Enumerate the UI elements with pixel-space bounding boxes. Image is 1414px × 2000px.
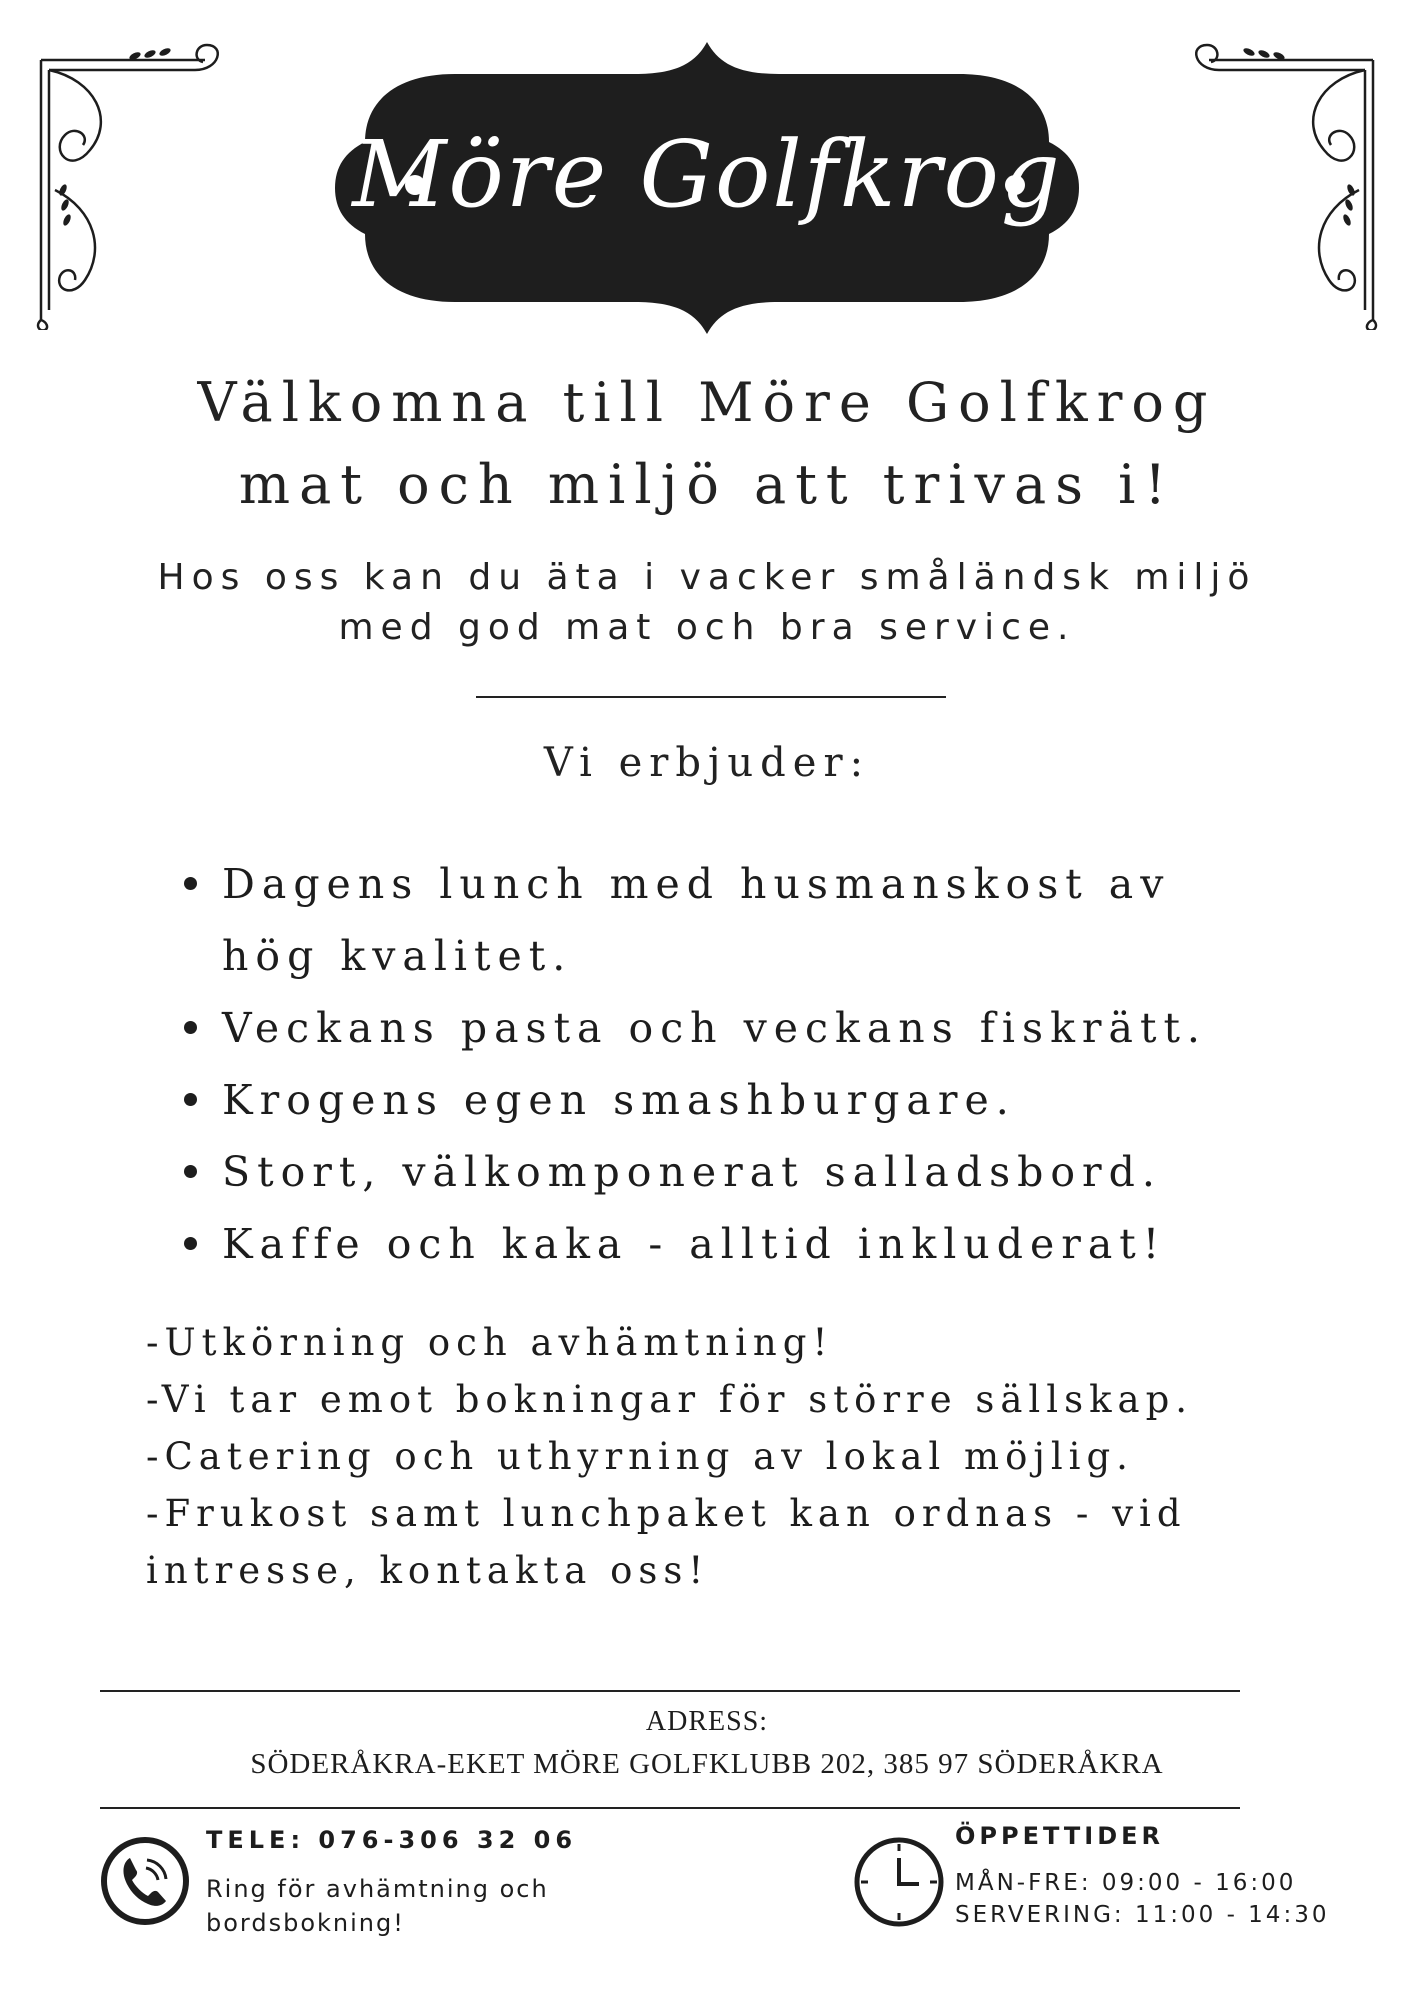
- phone-number[interactable]: TELE: 076-306 32 06: [206, 1826, 578, 1854]
- list-item: [222, 1136, 1272, 1208]
- list-item: [222, 848, 1222, 992]
- service-line: -Catering och uthyrning av lokal möjlig.: [146, 1435, 1134, 1478]
- corner-ornament-right-icon: [1179, 40, 1379, 330]
- list-item: [222, 1208, 1272, 1280]
- logo-title: Möre Golfkrog: [352, 121, 1062, 228]
- phone-icon: [100, 1836, 190, 1926]
- intro-line-1: Hos oss kan du äta i vacker småländsk miljö: [157, 557, 1257, 598]
- welcome-line-1: Välkomna till Möre Golfkrog: [197, 371, 1217, 434]
- services-list: [146, 1314, 1286, 1599]
- welcome-line-2: mat och miljö att trivas i!: [238, 453, 1176, 516]
- service-line: -Vi tar emot bokningar för större sällskap.: [146, 1378, 1194, 1421]
- bullet-icon: [184, 1093, 197, 1106]
- hours-weekdays: MÅN-FRE: 09:00 - 16:00: [955, 1870, 1297, 1896]
- offer-text: Kaffe och kaka - alltid inkluderat!: [222, 1220, 1167, 1268]
- address-label: ADRESS:: [645, 1706, 769, 1737]
- offer-text: Krogens egen smashburgare.: [222, 1076, 1016, 1124]
- hours-serving: SERVERING: 11:00 - 14:30: [955, 1902, 1330, 1928]
- phone-note: Ring för avhämtning och bordsbokning!: [206, 1875, 549, 1937]
- list-item: [222, 992, 1272, 1064]
- offers-list: [222, 848, 1272, 1280]
- offers-heading: Vi erbjuder:: [543, 740, 871, 786]
- service-line: -Frukost samt lunchpaket kan ordnas - vid intresse, kontakta oss!: [146, 1492, 1187, 1592]
- clock-icon: [853, 1836, 945, 1928]
- offer-text: Dagens lunch med husmanskost av hög kvalitet.: [222, 860, 1171, 980]
- service-line: -Utkörning och avhämtning!: [146, 1321, 834, 1364]
- offer-text: Stort, välkomponerat salladsbord.: [222, 1148, 1162, 1196]
- divider-bottom: [100, 1807, 1240, 1809]
- offer-text: Veckans pasta och veckans fiskrätt.: [222, 1004, 1207, 1052]
- list-item: [222, 1064, 1272, 1136]
- welcome-headline: [0, 362, 1414, 526]
- bullet-icon: [184, 877, 197, 890]
- intro-line-2: med god mat och bra service.: [338, 607, 1076, 648]
- divider-top: [100, 1690, 1240, 1692]
- bullet-icon: [184, 1021, 197, 1034]
- address-value: SÖDERÅKRA-EKET MÖRE GOLFKLUBB 202, 385 97 SÖDERÅKRA: [250, 1748, 1164, 1780]
- hours-title: ÖPPETTIDER: [955, 1822, 1164, 1850]
- bullet-icon: [184, 1237, 197, 1250]
- divider-short: [476, 696, 946, 698]
- corner-ornament-left-icon: [35, 40, 235, 330]
- intro-text: [0, 553, 1414, 653]
- bullet-icon: [184, 1165, 197, 1178]
